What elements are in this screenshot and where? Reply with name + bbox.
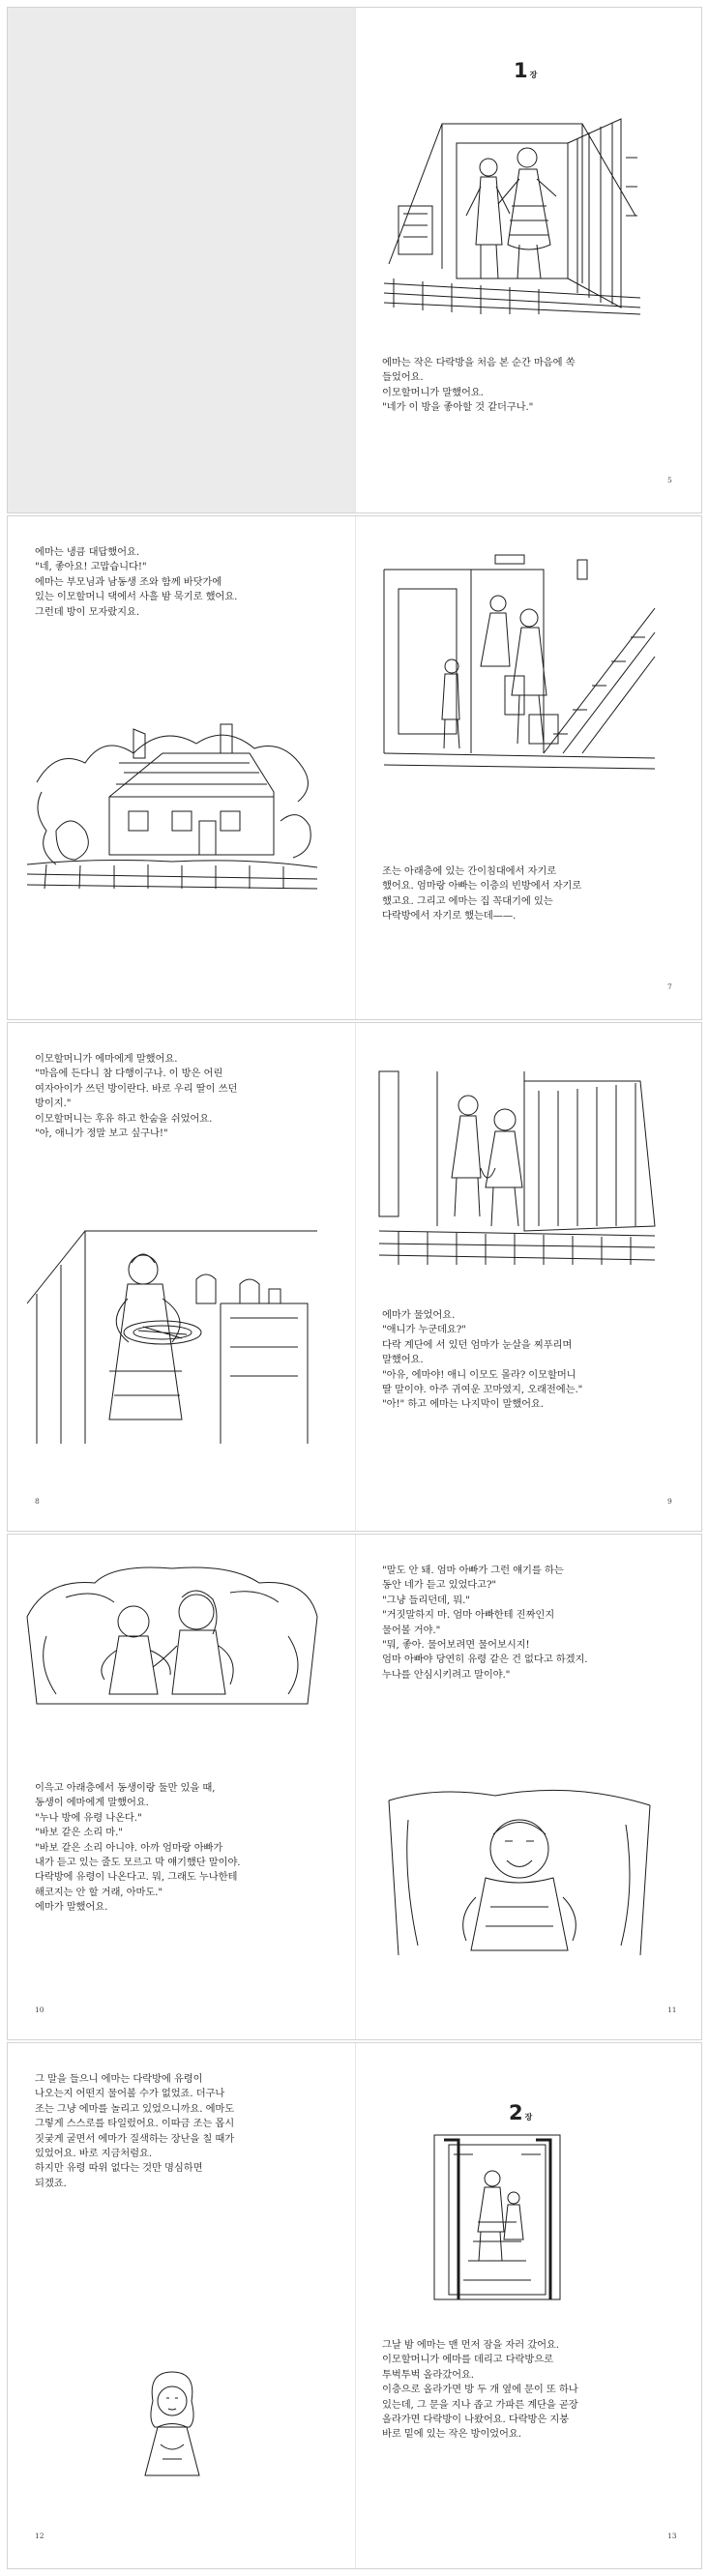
blank-page bbox=[8, 8, 355, 512]
page-10 bbox=[8, 1535, 355, 2039]
chapter-number: 1 bbox=[514, 59, 528, 82]
page-number: 10 bbox=[35, 2005, 44, 2014]
spread-4 bbox=[7, 1534, 702, 2040]
page-number: 11 bbox=[667, 2005, 677, 2014]
page-6 bbox=[8, 516, 355, 1019]
spread-5 bbox=[7, 2042, 702, 2569]
page-5 bbox=[355, 8, 702, 512]
body-text: 에마는 냉큼 대답했어요. "네, 좋아요! 고맙습니다!" 에마는 부모님과 남동생 조와 함께 바닷가에 있는 이모할머니 댁에서 사흘 밤 묵기로 했어요. 그런데 방이 모자랐지요. bbox=[35, 546, 238, 618]
chapter-heading bbox=[509, 2103, 532, 2123]
page-number: 9 bbox=[667, 1497, 672, 1506]
spread-2 bbox=[7, 515, 702, 1020]
chapter-suffix: 장 bbox=[529, 71, 538, 79]
page-13 bbox=[355, 2043, 702, 2568]
chapter-number: 2 bbox=[509, 2101, 523, 2124]
illustration-cottage bbox=[27, 695, 317, 893]
spread-1 bbox=[7, 7, 702, 513]
illustration-family-stairs bbox=[384, 550, 655, 773]
page-7 bbox=[355, 516, 702, 1019]
page-8 bbox=[8, 1023, 355, 1531]
body-text: 조는 아래층에 있는 간이침대에서 자기로 했어요. 엄마랑 아빠는 이층의 빈방에서 자기로 했고요. 그리고 에마는 집 꼭대기에 있는 다락방에서 자기로 했는데——. bbox=[382, 865, 582, 922]
illustration-great-aunt-teatray bbox=[27, 1226, 317, 1444]
body-text: 에마는 작은 다락방을 처음 본 순간 마음에 쏙 들었어요. 이모할머니가 말했어요. "네가 이 방을 좋아할 것 같더구나." bbox=[382, 357, 576, 414]
body-text: 에마가 물었어요. "애니가 누군데요?" 다락 계단에 서 있던 엄마가 눈살을 찌푸리며 말했어요. "아유, 에마야! 애니 이모도 몰라? 이모할머니 딸 말이야. 아주 귀여운 꼬마였지, 오래전에는." "아!" 하고 에마는 나지막이 말했어요. bbox=[382, 1309, 583, 1411]
illustration-boy-laughing bbox=[379, 1781, 660, 1965]
spread-3 bbox=[7, 1022, 702, 1532]
body-text: 이모할머니가 에마에게 말했어요. "마음에 든다니 참 다행이구나. 이 방은 어린 여자아이가 쓰던 방이란다. 바로 우리 딸이 쓰던 방이지." 이모할머니는 후유 하고 한숨을 쉬었어요. "아, 애니가 정말 보고 싶구나!" bbox=[35, 1053, 238, 1140]
body-text: "말도 안 돼. 엄마 아빠가 그런 얘기를 하는 동안 네가 듣고 있었다고?" "그냥 들리던데, 뭐." "거짓말하지 마. 엄마 아빠한테 진짜인지 물어볼 거야." "뭐, 좋아. 물어보려면 물어보시지! 엄마 아빠야 당연히 유령 같은 건 없다고 하겠지. 누나를 안심시키려고 말이야." bbox=[382, 1565, 588, 1681]
page-number: 12 bbox=[35, 2532, 44, 2540]
page-number: 8 bbox=[35, 1497, 40, 1506]
body-text: 그 말을 들으니 에마는 다락방에 유령이 나오는지 어떤지 물어볼 수가 없었죠. 더구나 조는 그냥 에마를 놀리고 있었으니까요. 에마도 그렇게 스스로를 타일렀어요. 이따금 조는 몹시 짓궂게 굴면서 에마가 질색하는 장난을 칠 때가 있었어요. 바로 지금처럼요. 하지만 유령 따위 없다는 것만 명심하면 되겠죠. bbox=[35, 2073, 235, 2189]
chapter-suffix: 장 bbox=[524, 2113, 533, 2122]
illustration-siblings-sofa bbox=[27, 1559, 317, 1713]
body-text: 그날 밤 에마는 맨 먼저 잠을 자러 갔어요. 이모할머니가 에마를 데리고 다락방으로 투벅투벅 올라갔어요. 이층으로 올라가면 방 두 개 옆에 문이 또 하나 있는데, 그 문을 지나 좁고 가파른 계단을 곧장 올라가면 다락방이 나왔어요. 다락방은 지붕 바로 밑에 있는 작은 방이었어요. bbox=[382, 2339, 578, 2441]
page-11 bbox=[355, 1535, 702, 2039]
page-9 bbox=[355, 1023, 702, 1531]
illustration-emma-portrait bbox=[133, 2367, 211, 2478]
body-text: 이윽고 아래층에서 동생이랑 둘만 있을 때, 동생이 에마에게 말했어요. "누나 방에 유령 나온다." "바보 같은 소리 마." "바보 같은 소리 아니야. 아까 엄마랑 아빠가 내가 듣고 있는 줄도 모르고 막 얘기했단 말이야. 다락방에 유령이 나온다고. 뭐, 그래도 누나한테 해코지는 안 할 거래, 아마도." 에마가 말했어요. bbox=[35, 1782, 241, 1914]
illustration-narrow-staircase bbox=[434, 2135, 560, 2299]
page-12 bbox=[8, 2043, 355, 2568]
page-number: 13 bbox=[667, 2532, 677, 2540]
illustration-attic-doorway bbox=[384, 100, 640, 317]
chapter-heading bbox=[514, 61, 537, 81]
page-number: 7 bbox=[667, 982, 672, 991]
page-number: 5 bbox=[667, 476, 672, 484]
illustration-doorway-figures bbox=[379, 1071, 655, 1270]
